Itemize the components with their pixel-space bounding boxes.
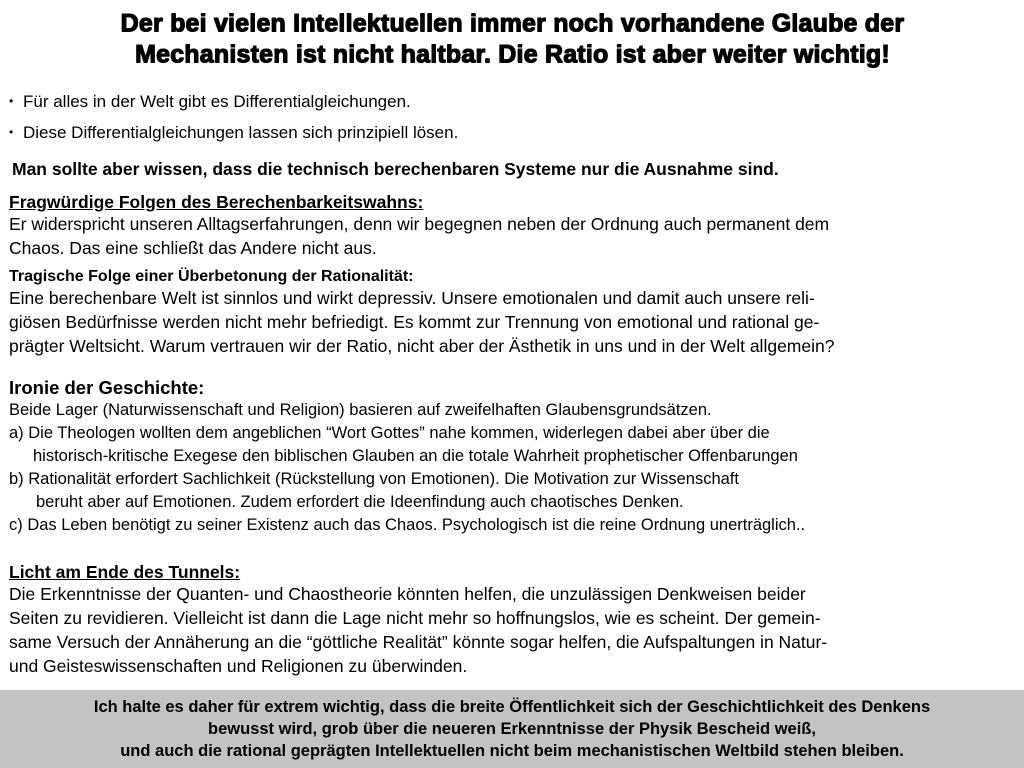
point-a-line-2: historisch-kritische Exegese den biblischen Glauben an die totale Wahrheit prophetischer Offenbarungen [33,447,798,465]
bullet-item-1 [9,90,411,113]
section-berechenbarkeitswahn [9,193,1021,260]
paragraph-line: Er widerspricht unseren Alltagserfahrungen, denn wir begegnen neben der Ordnung auch permanent dem [9,214,830,234]
bullet-text: Für alles in der Welt gibt es Differentialgleichungen. [23,92,411,111]
bullet-item-2 [9,121,458,144]
section-heading: Ironie der Geschichte: [9,377,205,398]
paragraph-line: giösen Bedürfnisse werden nicht mehr befriedigt. Es kommt zur Trennung von emotional und rational ge- [9,312,820,332]
bullet-text: Diese Differentialgleichungen lassen sich prinzipiell lösen. [23,123,459,142]
paragraph-line: Chaos. Das eine schließt das Andere nicht aus. [9,238,377,258]
section-heading: Tragische Folge einer Überbetonung der Rationalität: [9,268,414,285]
paragraph-line: und Geisteswissenschaften und Religionen zu überwinden. [9,656,468,676]
title-line-2: Mechanisten ist nicht haltbar. Die Ratio ist aber weiter wichtig! [134,40,890,68]
section-rationalitaet [9,268,1021,358]
point-b-line-2: beruht aber auf Emotionen. Zudem erfordert die Ideenfindung auch chaotisches Denken. [36,493,684,511]
title-line-1: Der bei vielen Intellektuellen immer noch vorhandene Glaube der [120,9,904,37]
point-a-line-1: a) Die Theologen wollten dem angeblichen “Wort Gottes” nahe kommen, widerlegen dabei aber über die [9,424,770,442]
paragraph-line: Beide Lager (Naturwissenschaft und Religion) basieren auf zweifelhaften Glaubensgrundsätzen. [9,401,712,419]
paragraph-line: same Versuch der Annäherung an die “göttliche Realität” könnte sogar helfen, die Aufspaltungen in Natur- [9,632,828,652]
point-b-line-1: b) Rationalität erfordert Sachlichkeit (Rückstellung von Emotionen). Die Motivation zur Wissenschaft [9,470,739,488]
conclusion-box [0,690,1024,768]
section-licht [9,563,1021,678]
paragraph-line: prägter Weltsicht. Warum vertrauen wir der Ratio, nicht aber der Ästhetik in uns und in der Welt allgemein? [9,336,835,356]
conclusion-line-1: Ich halte es daher für extrem wichtig, dass die breite Öffentlichkeit sich der Geschichtlichkeit des Denkens [93,698,931,716]
paragraph-line: Eine berechenbare Welt ist sinnlos und wirkt depressiv. Unsere emotionalen und damit auch unsere reli- [9,288,815,308]
bullet-dot-icon: • [9,125,14,139]
bullet-dot-icon: • [9,94,14,108]
section-heading: Fragwürdige Folgen des Berechenbarkeitswahns: [9,192,424,212]
paragraph-line: Die Erkenntnisse der Quanten- und Chaostheorie könnten helfen, die unzulässigen Denkweisen beider [9,584,806,604]
conclusion-line-2: bewusst wird, grob über die neueren Erkenntnisse der Physik Bescheid weiß, [208,720,816,738]
emphasis-statement: Man sollte aber wissen, dass die technisch berechenbaren Systeme nur die Ausnahme sind. [12,159,779,179]
conclusion-line-3: und auch die rational geprägten Intellektuellen nicht beim mechanistischen Weltbild stehen bleiben. [120,742,904,760]
slide-title [0,8,1024,70]
paragraph-line: Seiten zu revidieren. Vielleicht ist dann die Lage nicht mehr so hoffnungslos, wie es scheint. Der gemein- [9,608,821,628]
section-heading: Licht am Ende des Tunnels: [9,562,241,582]
section-ironie [9,377,1021,537]
point-c-line: c) Das Leben benötigt zu seiner Existenz auch das Chaos. Psychologisch ist die reine Ordnung unerträglich.. [9,516,806,534]
